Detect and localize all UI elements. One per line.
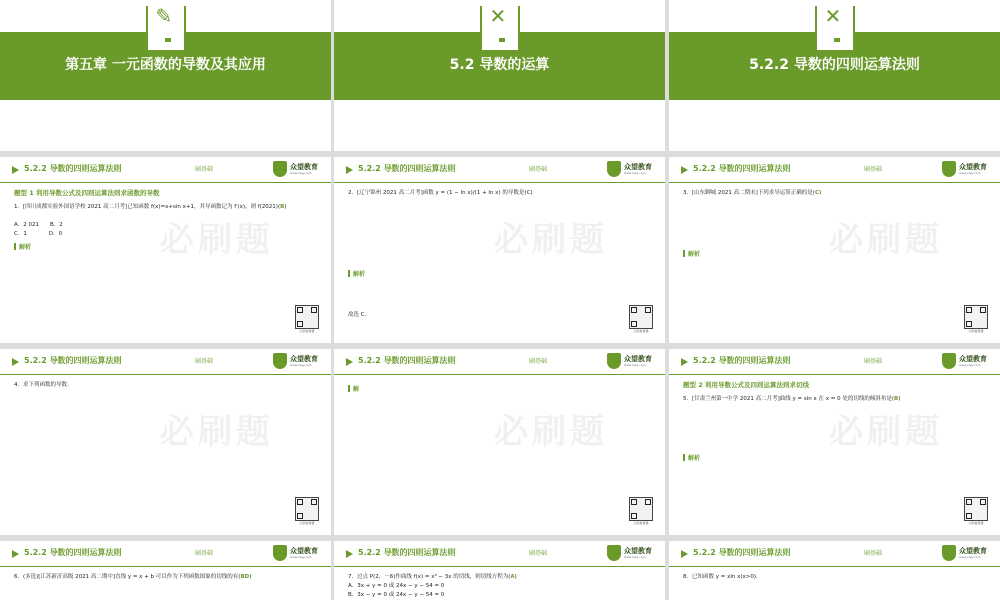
topic-heading: 题型 2 利用导数公式及四则运算法则求切线 <box>683 381 810 389</box>
options-row: C．1 D．0 <box>14 231 63 237</box>
slide-body <box>14 381 317 390</box>
watermark: 必刷题 <box>829 412 943 452</box>
content-slide-6[interactable] <box>669 157 1000 343</box>
slide-header <box>334 541 665 567</box>
header-title: 5.2.2 导数的四则运算法则 <box>24 356 122 365</box>
question-line: 7．过点 P(2，－6)作曲线 f(x) = x³ − 3x 的切线，则切线方程为(A) <box>348 574 517 580</box>
slide-body <box>348 189 651 320</box>
slide-title: 第五章 一元函数的导数及其应用 <box>65 57 266 73</box>
slide-header <box>669 541 1000 567</box>
triangle-marker-icon <box>681 166 688 174</box>
header-tag: 刷基础 <box>864 550 883 557</box>
brand-logo: 众望教育 www.zwjy.com <box>942 161 988 179</box>
slide-body <box>683 189 986 261</box>
slide-body <box>683 573 986 582</box>
brand-logo: 众望教育 www.zwjy.com <box>607 161 653 179</box>
header-tag: 刷基础 <box>529 166 548 173</box>
content-slide-7[interactable] <box>0 349 331 535</box>
triangle-marker-icon <box>12 166 19 174</box>
header-tag: 刷基础 <box>864 166 883 173</box>
slide-title: 5.2.2 导数的四则运算法则 <box>749 57 920 73</box>
slide-header <box>334 349 665 375</box>
analysis-heading: 解析 <box>683 454 986 463</box>
triangle-marker-icon <box>12 358 19 366</box>
slide-body <box>348 381 651 396</box>
watermark: 必刷题 <box>494 220 608 260</box>
header-title: 5.2.2 导数的四则运算法则 <box>24 164 122 173</box>
watermark: 必刷题 <box>160 412 274 452</box>
slide-header <box>0 349 331 375</box>
question-line: 6．(多选)[江苏新沂高级 2021 高二期中]直线 y = x + b 可以作为下列函数图象的切线的有(BD) <box>14 574 252 580</box>
brand-logo: 众望教育 www.zwjy.com <box>607 353 653 371</box>
content-slide-11[interactable] <box>334 541 665 600</box>
question-line: 8．已知函数 y = xln x(x>0)． <box>683 574 762 580</box>
shield-icon <box>273 353 287 369</box>
qr-code[interactable]: 扫码看微课 <box>964 497 988 525</box>
brand-logo: 众望教育 www.zwjy.com <box>607 545 653 563</box>
slide-header <box>669 349 1000 375</box>
shield-icon <box>607 353 621 369</box>
shield-icon <box>942 161 956 177</box>
analysis-heading: 解析 <box>14 243 317 252</box>
options-row: A．2 021 B．2 <box>14 222 63 228</box>
watermark: 必刷题 <box>829 220 943 260</box>
analysis-heading: 解析 <box>683 250 986 259</box>
header-tag: 刷基础 <box>864 358 883 365</box>
shield-icon <box>273 161 287 177</box>
header-title: 5.2.2 导数的四则运算法则 <box>358 164 456 173</box>
analysis-heading: 解 <box>348 385 651 394</box>
header-tag: 刷基础 <box>195 166 214 173</box>
content-slide-4[interactable] <box>0 157 331 343</box>
shield-icon <box>607 545 621 561</box>
content-slide-9[interactable] <box>669 349 1000 535</box>
qr-code[interactable]: 扫码看微课 <box>964 305 988 333</box>
slide-body <box>348 573 651 600</box>
shield-icon <box>942 545 956 561</box>
answer-mark: B <box>894 396 899 402</box>
slide-body <box>683 381 986 465</box>
title-slide-2[interactable] <box>334 0 665 151</box>
question-line: 3．[山东聊城 2021 高二期末]下列求导运算正确的是(C) <box>683 190 822 196</box>
title-slide-3[interactable] <box>669 0 1000 151</box>
option-b: B．3x − y = 0 或 24x − y − 54 = 0 <box>348 592 445 598</box>
header-tag: 刷基础 <box>195 550 214 557</box>
answer-mark: BD <box>240 574 250 580</box>
pencil-badge-icon: ✕ <box>480 6 520 52</box>
shield-icon <box>942 353 956 369</box>
header-tag: 刷基础 <box>529 550 548 557</box>
header-tag: 刷基础 <box>195 358 214 365</box>
question-line: 5．[甘肃兰州第一中学 2021 高二月考]曲线 y = sin x 在 x = 0 处的切线的倾斜角是(B) <box>683 396 901 402</box>
triangle-marker-icon <box>346 550 353 558</box>
pencil-badge-icon: ✕ <box>815 6 855 52</box>
question-line: 4．求下列函数的导数． <box>14 382 73 388</box>
qr-code[interactable]: 扫码看微课 <box>295 497 319 525</box>
brand-logo: 众望教育 www.zwjy.com <box>273 161 319 179</box>
header-title: 5.2.2 导数的四则运算法则 <box>693 164 791 173</box>
watermark: 必刷题 <box>494 412 608 452</box>
header-title: 5.2.2 导数的四则运算法则 <box>693 548 791 557</box>
header-title: 5.2.2 导数的四则运算法则 <box>358 548 456 557</box>
qr-code[interactable]: 扫码看微课 <box>629 305 653 333</box>
slide-header <box>0 157 331 183</box>
question-line: 1．[四川成都实验外国语学校 2021 高二月考]已知函数 f(x)=x+sin x+1，其导函数记为 f′(x)，则 f(2021)(B) <box>14 204 287 210</box>
header-title: 5.2.2 导数的四则运算法则 <box>358 356 456 365</box>
shield-icon <box>273 545 287 561</box>
brand-logo: 众望教育 www.zwjy.com <box>273 545 319 563</box>
header-title: 5.2.2 导数的四则运算法则 <box>693 356 791 365</box>
slide-body <box>14 573 317 582</box>
content-slide-12[interactable] <box>669 541 1000 600</box>
slide-header <box>669 157 1000 183</box>
option-a: A．3x + y = 0 或 24x − y − 54 = 0 <box>348 583 445 589</box>
header-tag: 刷基础 <box>529 358 548 365</box>
answer-mark: C <box>526 190 531 196</box>
triangle-marker-icon <box>681 358 688 366</box>
shield-icon <box>607 161 621 177</box>
slide-title: 5.2 导数的运算 <box>449 57 550 73</box>
brand-logo: 众望教育 www.zwjy.com <box>273 353 319 371</box>
content-slide-10[interactable] <box>0 541 331 600</box>
analysis-heading: 解析 <box>348 270 651 279</box>
pencil-badge-icon: ✎ <box>146 6 186 52</box>
topic-heading: 题型 1 利用导数公式及四则运算法则求函数的导数 <box>14 189 160 197</box>
triangle-marker-icon <box>346 166 353 174</box>
content-slide-5[interactable] <box>334 157 665 343</box>
slide-header <box>334 157 665 183</box>
slide-header <box>0 541 331 567</box>
question-line: 2．[辽宁锦州 2021 高二月考]函数 y = (1 − ln x)/(1 + ln x) 的导数是(C) <box>348 190 533 196</box>
slide-body <box>14 189 317 254</box>
qr-code[interactable]: 扫码看微课 <box>295 305 319 333</box>
qr-code[interactable]: 扫码看微课 <box>629 497 653 525</box>
brand-logo: 众望教育 www.zwjy.com <box>942 545 988 563</box>
brand-logo: 众望教育 www.zwjy.com <box>942 353 988 371</box>
conclusion: 故选 C. <box>348 312 367 318</box>
answer-mark: C <box>814 190 819 196</box>
answer-mark: B <box>280 204 285 210</box>
header-title: 5.2.2 导数的四则运算法则 <box>24 548 122 557</box>
title-slide-1[interactable] <box>0 0 331 151</box>
triangle-marker-icon <box>12 550 19 558</box>
triangle-marker-icon <box>346 358 353 366</box>
watermark: 必刷题 <box>160 220 274 260</box>
content-slide-8[interactable] <box>334 349 665 535</box>
triangle-marker-icon <box>681 550 688 558</box>
answer-mark: A <box>510 574 515 580</box>
